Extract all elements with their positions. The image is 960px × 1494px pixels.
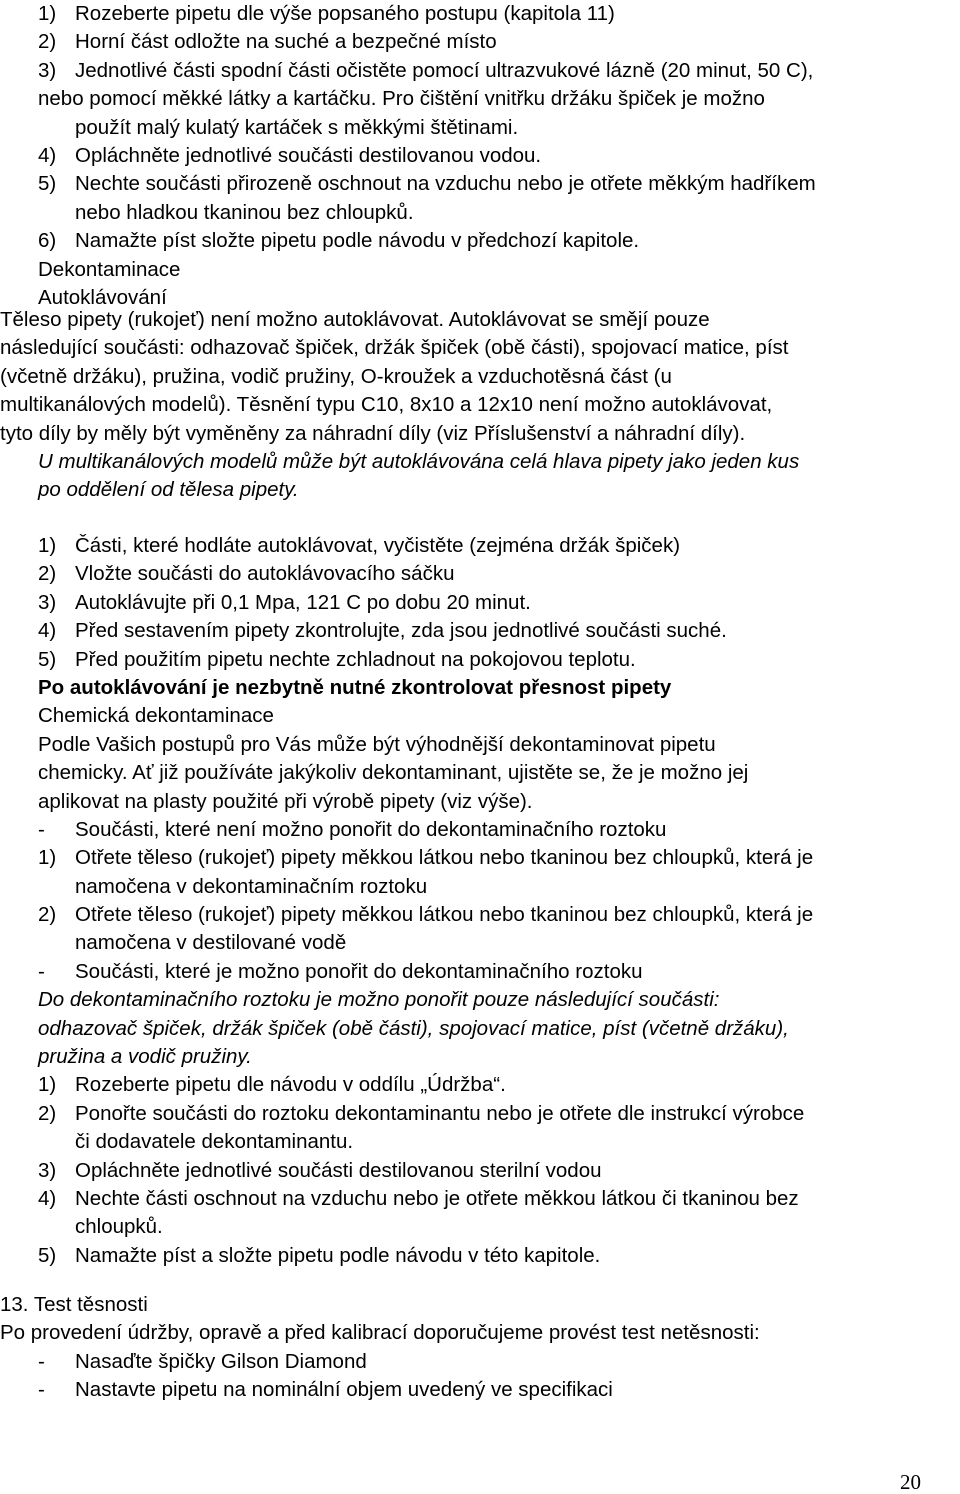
list-item: 4) Nechte části oschnout na vzduchu nebo je otřete měkkou látkou či tkaninou bez (38, 1186, 799, 1210)
list-item: 1) Rozeberte pipetu dle výše popsaného postupu (kapitola 11) (38, 2, 615, 25)
section-13 (0, 1291, 960, 1405)
list-item: 2) Otřete těleso (rukojeť) pipety měkkou látkou nebo tkaninou bez chloupků, která je (38, 903, 814, 927)
list-item-continuation: namočena v destilované vodě (75, 931, 347, 955)
list-item-continuation: či dodavatele dekontaminantu. (75, 1130, 354, 1154)
chem-paragraph: chemicky. Ať již používáte jakýkoliv dekontaminant, ujistěte se, že je možno jej (38, 761, 749, 785)
autoclave-paragraph: Těleso pipety (rukojeť) není možno autoklávovat. Autoklávovat se smějí pouze následující součásti: odhazovač špiček, držák špiček (obě části), spojovací matice, píst (včetně držáku), pružina, vodič pružiny, O-kroužek a vzduchotěsná část (u multikanálových modelů). Těsnění typu C10, 8x10 a 12x10 není možno autoklávovat, tyto díly by měly být vyměněny za náhradní díly (viz Příslušenství a náhradní díly). U multikanálových modelů může být autoklávována celá hlava pipety jako jeden kus po oddělení od tělesa pipety. (0, 306, 960, 505)
list-item: 3) Autoklávujte při 0,1 Mpa, 121 C po dobu 20 minut. (38, 590, 531, 614)
immersion-note: Do dekontaminačního roztoku je možno ponořit pouze následující součásti: (38, 988, 720, 1012)
list-item-continuation: použít malý kulatý kartáček s měkkými štětinami. (75, 115, 519, 139)
list-item-continuation: chloupků. (75, 1215, 163, 1239)
list-item-continuation: nebo pomocí měkké látky a kartáčku. Pro čištění vnitřku držáku špiček je možno (38, 87, 765, 111)
list-item: 2) Vložte součásti do autoklávovacího sáčku (38, 562, 455, 586)
list-item: 2) Ponořte součásti do roztoku dekontaminantu nebo je otřete dle instrukcí výrobce (38, 1101, 805, 1125)
autoclave-steps-list (0, 532, 960, 1270)
list-item: 4) Opláchněte jednotlivé součásti destilovanou vodou. (38, 143, 542, 167)
list-item: 5) Nechte součásti přirozeně oschnout na vzduchu nebo je otřete měkkým hadříkem (38, 172, 816, 196)
list-item: 5) Před použitím pipetu nechte zchladnout na pokojovou teplotu. (38, 647, 636, 671)
page-number: 20 (900, 1470, 921, 1494)
heading-chemicka-dekontaminace: Chemická dekontaminace (38, 704, 274, 728)
list-item: 3) Jednotlivé části spodní části očistěte pomocí ultrazvukové lázně (20 minut, 50 C), (38, 58, 814, 82)
list-item: 2) Horní část odložte na suché a bezpečné místo (38, 30, 497, 54)
list-item: 1) Rozeberte pipetu dle návodu v oddílu „Údržba“. (38, 1073, 506, 1097)
list-item: 6) Namažte píst složte pipetu podle návodu v předchozí kapitole. (38, 229, 640, 253)
dash-item: - Nasaďte špičky Gilson Diamond (38, 1349, 367, 1373)
chem-paragraph: aplikovat na plasty použité při výrobě pipety (viz výše). (38, 789, 533, 813)
dash-item: - Součásti, které je možno ponořit do dekontaminačního roztoku (38, 959, 643, 983)
heading-autoklavovani: Autoklávování (38, 285, 167, 309)
list-item: 1) Otřete těleso (rukojeť) pipety měkkou látkou nebo tkaninou bez chloupků, která je (38, 846, 814, 870)
heading-dekontaminace: Dekontaminace (38, 257, 181, 281)
list-item-continuation: namočena v dekontaminačním roztoku (75, 874, 428, 898)
chem-paragraph: Podle Vašich postupů pro Vás může být výhodnější dekontaminovat pipetu (38, 732, 716, 756)
cleaning-steps-list (0, 0, 960, 312)
section-title: 13. Test těsnosti (0, 1293, 148, 1316)
immersion-note: pružina a vodič pružiny. (38, 1045, 252, 1069)
list-item: 3) Opláchněte jednotlivé součásti destilovanou sterilní vodou (38, 1158, 602, 1182)
immersion-note: odhazovač špiček, držák špiček (obě části), spojovací matice, píst (včetně držáku), (38, 1016, 789, 1040)
section-intro: Po provedení údržby, opravě a před kalibrací doporučujeme provést test netěsnosti: (0, 1321, 760, 1345)
multichannel-note: U multikanálových modelů může být autoklávována celá hlava pipety jako jeden kus (38, 449, 800, 473)
list-item: 5) Namažte píst a složte pipetu podle návodu v této kapitole. (38, 1243, 601, 1267)
multichannel-note: po oddělení od tělesa pipety. (38, 478, 299, 502)
dash-item: - Nastavte pipetu na nominální objem uvedený ve specifikaci (38, 1378, 613, 1402)
autoclave-warning: Po autoklávování je nezbytně nutné zkontrolovat přesnost pipety (38, 675, 672, 699)
dash-item: - Součásti, které není možno ponořit do dekontaminačního roztoku (38, 817, 667, 841)
list-item: 4) Před sestavením pipety zkontrolujte, zda jsou jednotlivé součásti suché. (38, 619, 727, 643)
list-item: 1) Části, které hodláte autoklávovat, vyčistěte (zejména držák špiček) (38, 534, 681, 557)
list-item-continuation: nebo hladkou tkaninou bez chloupků. (75, 200, 414, 224)
